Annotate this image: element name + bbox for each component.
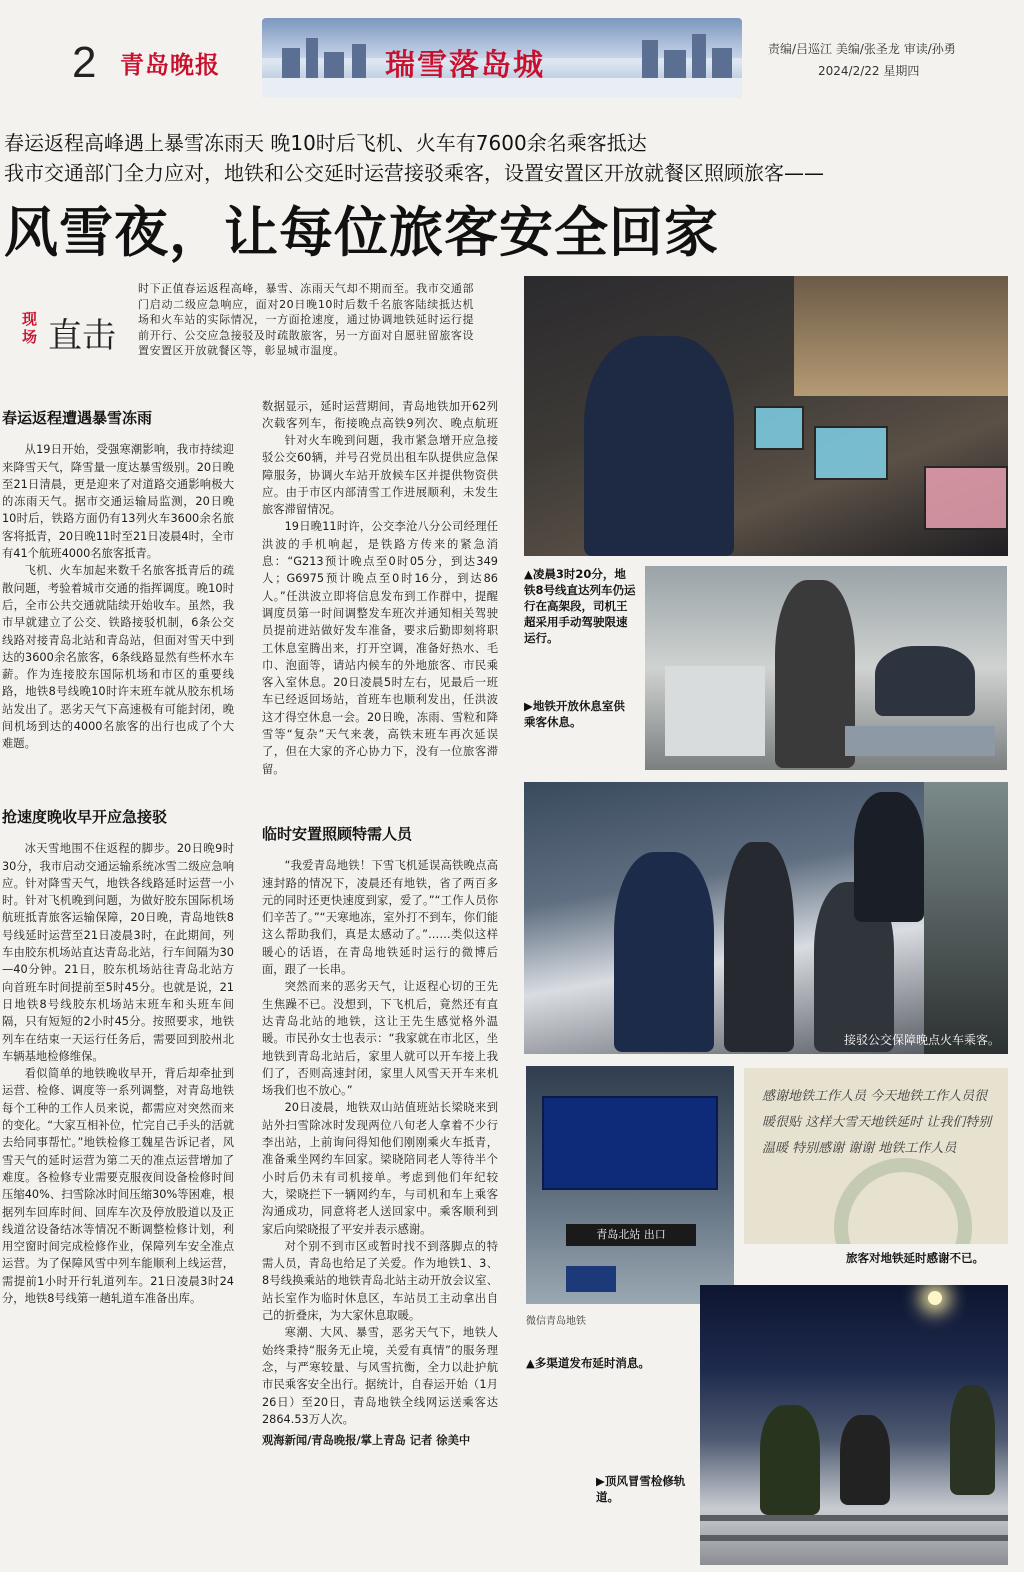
byline: 观海新闻/青岛晚报/掌上青岛 记者 徐美中 [262, 1434, 471, 1448]
paragraph-7: 19日晚11时许，公交李沧八分公司经理任洪波的手机响起，是铁路方传来的紧急消息：“G213预计晚点至0时05分，到达349人；G6975预计晚点至0时16分，到达86人。”任洪波立即将信息发布到工作群中，提醒调度员第一时间调整发车班次并通知相关驾驶员提前进站做好发车准备，要求后勤即刻将职工休息室腾出来，打开空调，准备好热水、毛巾、泡面等，请站内候车的外地旅客、市民乘客入室休息。20日凌晨5时左右，见最后一班车已经返回场站，首班车也顺利发出，任洪波这才得空休息一会。20日晚，冻雨、雪粒和降雪等“复杂”天气来袭，高铁末班车再次延误了，但在大家的齐心协力下，没有一位旅客滞留。 [262, 520, 498, 776]
kicker-line-2: 我市交通部门全力应对，地铁和公交延时运营接驳乘客，设置安置区开放就餐区照顾旅客—— [4, 161, 824, 185]
column-1-bottom [2, 808, 234, 1307]
column-2-top [262, 398, 498, 778]
caption-photo-6: ▶顶风冒雪检修轨道。 [596, 1474, 686, 1504]
paper-logo: 青岛晚报 [120, 50, 220, 79]
caption-photo-4: ▲多渠道发布延时消息。 [526, 1356, 650, 1370]
subhead-3: 临时安置照顾特需人员 [262, 825, 413, 843]
photo-track-maintenance [700, 1285, 1008, 1565]
wechat-label: 微信青岛地铁 [526, 1316, 586, 1327]
photo-thank-you-note [744, 1068, 1008, 1244]
photo-bus-shuttle [524, 782, 1008, 1054]
paragraph-11: 对个别不到市区或暂时找不到落脚点的特需人员，青岛也给足了关爱。作为地铁1、3、8号线换乘站的地铁青岛北站主动开放会议室、站长室作为临时休息区，车站员工主动拿出自己的折叠床，为大家休息取暖。 [262, 1239, 498, 1323]
column-1-top [2, 409, 234, 753]
paragraph-3: 冰天雪地围不住返程的脚步。20日晚9时30分，我市启动交通运输系统冰雪二级应急响应。针对降雪天气，地铁各线路延时运营一小时。针对飞机晚到问题，为做好胶东国际机场航班抵青旅客运输保障，20日晚，青岛地铁8号线延时运营至21日凌晨3时，在此期间，列车由胶东机场站直达青岛北站，行车间隔为30—40分钟。21日，胶东机场站往青岛北站方向首班车时间提前至5时45分。也就是说，21日地铁8号线胶东机场站末班车和头班车间隔，只有短短的2小时45分。按照要求，地铁列车在结束一天运行任务后，需要回到胶州北车辆基地检修维保。 [2, 842, 234, 1063]
subhead-1: 春运返程遭遇暴雪冻雨 [2, 409, 153, 427]
paragraph-1: 从19日开始，受强寒潮影响，我市持续迎来降雪天气，降雪量一度达暴雪级别。20日晚至21日清晨，更是迎来了对道路交通影响极大的冻雨天气。据市交通运输局监测，20日晚10时后，铁路方面仍有13列火车3600余名旅客将抵青，20日晚11时至21日凌晨4时，全市有41个航班4000名旅客抵青。 [2, 443, 234, 561]
paragraph-5: 数据显示，延时运营期间，青岛地铁加开62列次载客列车，衔接晚点高铁9列次、晚点航班 [262, 400, 498, 431]
caption-photo-3: 接驳公交保障晚点火车乘客。 [843, 1033, 1000, 1047]
paragraph-6: 针对火车晚到问题，我市紧急增开应急接驳公交60辆，并号召党员出租车队提供应急保障服务，协调火车站开放候车区并提供物资供应。由于市区内部清雪工作进展顺利，未发生旅客滞留情况。 [262, 434, 498, 517]
section-tag-small: 现场 [22, 310, 38, 346]
photo-metro-driver [524, 276, 1008, 556]
paragraph-2: 飞机、火车加起来数千名旅客抵青后的疏散问题，考验着城市交通的指挥调度。晚10时后，全市公共交通就陆续开始收车。虽然，我市早就建立了公交、铁路接驳机制，6条公交线路对接青岛北站和青岛站，但面对雪天中到达的3600余名旅客，6条线路显然有些杯水车薪。作为连接胶东国际机场和市区的重要线路，地铁8号线晚10时许末班车就从胶东机场站发出了。恶劣天气下高速极有可能封闭，晚间机场到达的4000名旅客的出行也成了个大难题。 [2, 564, 234, 751]
date-line: 2024/2/22 星期四 [818, 64, 920, 78]
kicker-line-1: 春运返程高峰遇上暴雪冻雨天 晚10时后飞机、火车有7600余名乘客抵达 [4, 131, 647, 155]
page-number: 2 [72, 38, 97, 87]
photo-info-screen [526, 1066, 734, 1304]
paragraph-4: 看似简单的地铁晚收早开，背后却牵扯到运营、检修、调度等一系列调整，对青岛地铁每个工种的工作人员来说，都需应对突然而来的变化。“大家互相补位，忙完自己手头的活就去给同事帮忙。”地铁检修工魏星告诉记者，风雪天气的延时运营为第二天的准点运营增加了难度。各检修专业需要克服夜间设备检修时间压缩40%、扫雪除冰时间压缩30%等困难，根据列车回库时间、回库车次及停放股道以及正线道岔设备结冰等情况不断调整检修计划，利用空窗时间完成检修作业，保障列车安全准点运营。为了保障风雪中列车能顺利上线运营，需提前1小时开行轧道列车。21日凌晨3时24分，地铁8号线第一趟轧道车准备出库。 [2, 1067, 234, 1306]
main-headline: 风雪夜，让每位旅客安全回家 [4, 201, 719, 264]
handwritten-note: 感谢地铁工作人员 今天地铁工作人员很暖很贴 这样大雪天地铁延时 让我们特别温暖 特别感谢 谢谢 地铁工作人员 [762, 1089, 992, 1156]
paragraph-8: “我爱青岛地铁！下雪飞机延误高铁晚点高速封路的情况下，凌晨还有地铁，省了两百多元的同时还更快速度到家，爱了。”“工作人员你们辛苦了。”“天寒地冻，室外打不到车，你们能这么帮助我们，真是太感动了。”……类似这样暖心的话语，在青岛地铁延时运行的微博后面，跟了一长串。 [262, 859, 498, 977]
masthead [0, 0, 1024, 110]
paragraph-12: 寒潮、大风、暴雪，恶劣天气下，地铁人始终秉持“服务无止境，关爱有真情”的服务理念，与严寒较量、与风雪抗衡，全力以赴护航市民乘客安全出行。据统计，自春运开始（1月26日）至20日，青岛地铁全线网运送乘客达2864.53万人次。 [262, 1326, 498, 1426]
caption-photo-1: ▲凌晨3时20分，地铁8号线直达列车仍运行在高架段，司机王超采用手动驾驶限速运行。 [524, 567, 636, 645]
paragraph-10: 20日凌晨，地铁双山站值班站长梁晓来到站外扫雪除冰时发现两位八旬老人拿着不少行李出站，上前询问得知他们刚刚乘火车抵青，准备乘坐网约车回家。梁晓陪同老人等待半个小时后仍未有司机接单。考虑到他们年纪较大，梁晓拦下一辆网约车，与司机和车上乘客沟通成功，同意将老人送回家中。乘客顺利到家后向梁晓报了平安并表示感谢。 [262, 1101, 498, 1236]
caption-photo-5: 旅客对地铁延时感谢不已。 [846, 1251, 984, 1265]
column-2-bottom [262, 825, 498, 1449]
subhead-2: 抢速度晚收早开应急接驳 [2, 808, 168, 826]
intro-text: 时下正值春运返程高峰，暴雪、冻雨天气却不期而至。我市交通部门启动二级应急响应，面对20日晚10时后数千名旅客陆续抵达机场和火车站的实际情况，一方面抢速度，通过协调地铁延时运行提前开行、公交应急接驳及时疏散旅客，另一方面对自愿驻留旅客设置安置区开放就餐区等，彰显城市温度。 [138, 282, 474, 357]
banner-title: 瑞雪落岛城 [385, 48, 545, 83]
section-tag-big: 直击 [48, 316, 116, 356]
exit-sign: 青岛北站 出口 [566, 1224, 696, 1246]
photo-rest-room [645, 566, 1007, 770]
paragraph-9: 突然而来的恶劣天气，让返程心切的王先生焦躁不已。没想到，下飞机后，竟然还有直达青岛北站的地铁，这让王先生感觉格外温暖。市民孙女士也表示：“我家就在市北区，坐地铁到青岛北站后，家里人就可以开车接上我们了，否则高速封闭，家里人风雪天开车来机场我们也不放心。” [262, 980, 498, 1098]
editors-credit: 责编/吕巡江 美编/张圣龙 审读/孙勇 [768, 42, 956, 56]
caption-photo-2: ▶地铁开放休息室供乘客休息。 [524, 699, 625, 729]
